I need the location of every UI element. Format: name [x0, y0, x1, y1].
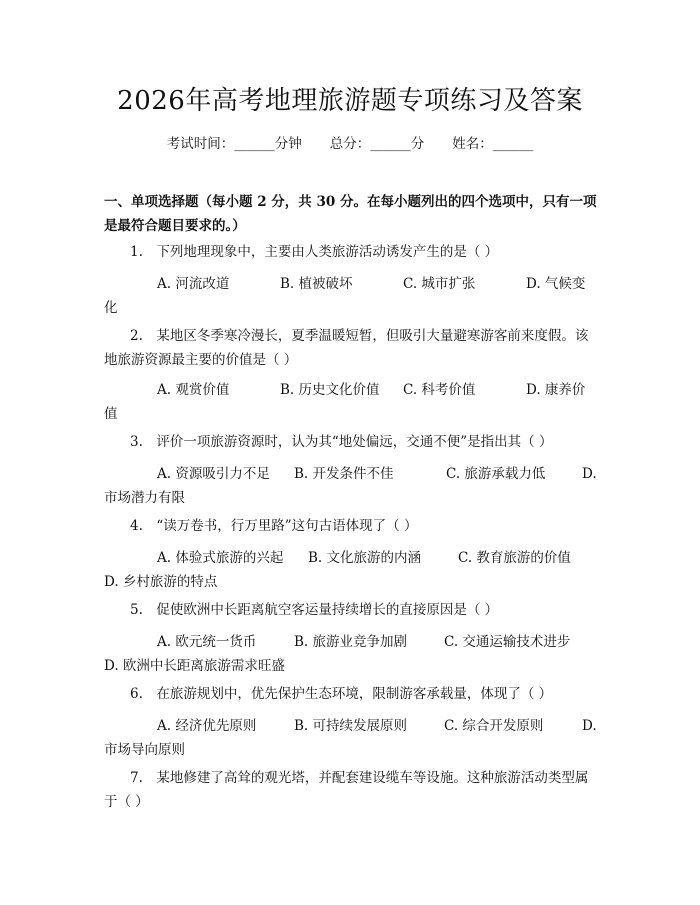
- question-6-options: [104, 714, 600, 762]
- option-a: A. 观赏价值: [157, 382, 230, 398]
- question-stem: 2. 某地区冬季寒冷漫长，夏季温暖短暂，但吸引大量避寒游客前来度假。该地旅游资源最主要的价值是（ ）: [104, 328, 589, 368]
- option-wrap: 值: [104, 406, 118, 422]
- question-stem: 5. 促使欧洲中长距离航空客运量持续增长的直接原因是（ ）: [130, 602, 499, 618]
- option-wrap: 市场导向原则: [104, 742, 185, 758]
- name-field: 姓名：______: [452, 136, 534, 152]
- option-b: B. 旅游业竞争加剧: [294, 634, 408, 650]
- question-stem: 6. 在旅游规划中，优先保护生态环境，限制游客承载量，体现了（ ）: [130, 686, 553, 702]
- option-wrap: 化: [104, 300, 118, 316]
- option-d: D.: [582, 718, 597, 734]
- question-stem: 7. 某地修建了高耸的观光塔，并配套建设缆车等设施。这种旅游活动类型属于（ ）: [104, 770, 589, 810]
- option-a: A. 体验式旅游的兴起: [157, 550, 284, 566]
- option-c: C. 旅游承载力低: [446, 466, 546, 482]
- option-c: C. 教育旅游的价值: [458, 550, 571, 566]
- exam-time-field: 考试时间：______分钟: [166, 136, 302, 152]
- total-score-field: 总分：______分: [329, 136, 425, 152]
- option-b: B. 可持续发展原则: [294, 718, 408, 734]
- question-stem: 3. 评价一项旅游资源时，认为其“地处偏远，交通不便”是指出其（ ）: [130, 434, 553, 450]
- question-3: [104, 430, 600, 454]
- option-a: A. 欧元统一货币: [157, 634, 257, 650]
- question-2: [104, 324, 600, 372]
- option-d: D.: [582, 466, 597, 482]
- option-b: B. 植被破坏: [280, 276, 353, 292]
- question-5-options: [104, 630, 600, 678]
- option-wrap: 市场潜力有限: [104, 490, 185, 506]
- question-5: [104, 598, 600, 622]
- option-b: B. 历史文化价值: [280, 382, 380, 398]
- question-stem: 1. 下列地理现象中，主要由人类旅游活动诱发产生的是（ ）: [130, 244, 499, 260]
- question-6: [104, 682, 600, 706]
- option-c: C. 综合开发原则: [444, 718, 544, 734]
- section-heading: 一、单项选择题（每小题 2 分，共 30 分。在每小题列出的四个选项中，只有一项是最符合题目要求的。）: [104, 194, 597, 234]
- option-d: D. 气候变: [526, 276, 586, 292]
- question-2-options: [104, 378, 600, 426]
- option-a: A. 资源吸引力不足: [157, 466, 270, 482]
- option-c: C. 交通运输技术进步: [444, 634, 571, 650]
- option-b: B. 开发条件不佳: [294, 466, 394, 482]
- question-7: [104, 766, 600, 814]
- option-c: C. 科考价值: [403, 382, 476, 398]
- question-4-options: [104, 546, 600, 594]
- question-4: [104, 514, 600, 538]
- question-stem: 4. “读万卷书，行万里路”这句古语体现了（ ）: [130, 518, 418, 534]
- option-d: D. 乡村旅游的特点: [104, 574, 218, 590]
- option-d: D. 康养价: [526, 382, 586, 398]
- page-title: 2026年高考地理旅游题专项练习及答案: [117, 86, 583, 116]
- option-a: A. 河流改道: [157, 276, 230, 292]
- option-a: A. 经济优先原则: [157, 718, 257, 734]
- question-1: [104, 240, 600, 264]
- option-b: B. 文化旅游的内涵: [308, 550, 422, 566]
- exam-info: [0, 132, 700, 152]
- option-d: D. 欧洲中长距离旅游需求旺盛: [104, 658, 285, 674]
- question-3-options: [104, 462, 600, 510]
- question-1-options: [104, 272, 600, 320]
- option-c: C. 城市扩张: [403, 276, 476, 292]
